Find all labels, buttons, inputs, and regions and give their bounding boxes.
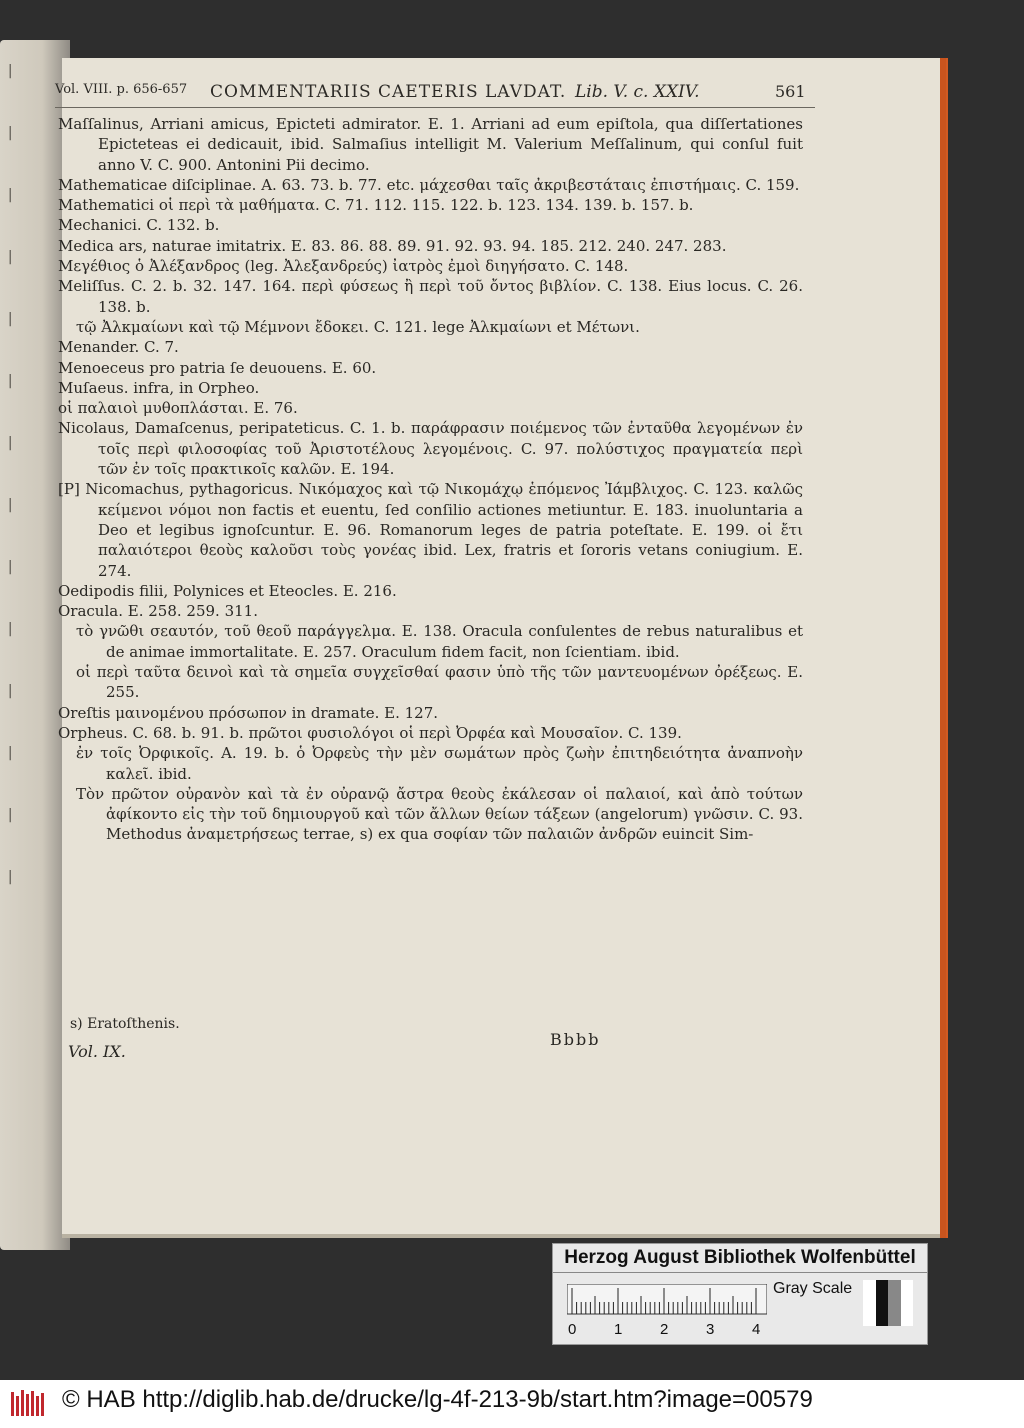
gray-block-gray: [888, 1280, 901, 1326]
index-entry: Τὸν πρῶτον οὐρανὸν καὶ τὰ ἐν οὐρανῷ ἄστρα θεοὺς ἐκάλεσαν οἱ παλαιοί, καὶ ἀπὸ τούτων ἀφίκοντο εἰς τὴν τοῦ δημιουργοῦ καὶ τῶν ἄλλων θείων τάξεων (angelorum) γνῶσιν. C. 93. Methodus ἀναμετρήσεως terrae, s) ex qua σοφίαν τῶν παλαιῶν ἀνδρῶν euincit Sim-: [76, 784, 803, 844]
gray-block-white: [863, 1280, 876, 1326]
index-entry: Oracula. E. 258. 259. 311.: [58, 602, 258, 621]
signature-mark: Bbbb: [550, 1030, 601, 1049]
running-header: [55, 82, 815, 106]
footnote: s) Eratoſthenis.: [70, 1016, 180, 1032]
index-entry: Menander. C. 7.: [58, 338, 179, 357]
index-entry: Maſſalinus, Arriani amicus, Epicteti admirator. E. 1. Arriani ad eum epiſtola, qua diſſertationes Epicteteas ei dedicauit, ibid. Salmaſius intelligit M. Valerium Meſſalinum, qui conſul fuit anno V. C. 900. Antonini Pii decimo.: [58, 115, 803, 174]
header-rule: [55, 107, 815, 108]
header-volume-ref: Vol. VIII. p. 656-657: [55, 82, 188, 97]
library-name: Herzog August Bibliothek Wolfenbüttel: [553, 1244, 927, 1273]
footer-bar: [0, 1380, 1024, 1428]
index-entry: Oreſtis μαινομένου πρόσωπον in dramate. E. 127.: [58, 703, 439, 722]
index-entry: τὸ γνῶθι σεαυτόν, τοῦ θεοῦ παράγγελμα. E. 138. Oracula conſulentes de rebus naturalibus et de animae immortalitate. E. 257. Oraculum fidem facit, non ſcientiam. ibid.: [76, 622, 803, 661]
previous-page-marks: | | | | | | | | | | | | | |: [6, 63, 15, 885]
index-entry: Mathematicae diſciplinae. A. 63. 73. b. 77. etc. μάχεσθαι ταῖς ἀκριβεστάταις ἐπιστήμαις. C. 159.: [58, 175, 800, 194]
index-entries: [58, 114, 803, 845]
page-number: 561: [775, 82, 806, 101]
header-book-chapter: Lib. V. c. XXIV.: [575, 82, 700, 102]
gray-scale-label: Gray Scale: [773, 1280, 853, 1297]
ruler-number: 4: [752, 1321, 761, 1338]
index-entry: Oedipodis filii, Polynices et Eteocles. E. 216.: [58, 581, 397, 600]
scale-ruler: [567, 1284, 767, 1338]
index-entry: Μεγέθιος ὁ Ἀλέξανδρος (leg. Ἀλεξανδρεύς) ἰατρὸς ἐμοὶ διηγήσατο. C. 148.: [58, 257, 629, 276]
index-entry: ἐν τοῖς Ὀρφικοῖς. A. 19. b. ὁ Ὀρφεὺς τὴν μὲν σωμάτων πρὸς ζωὴν ἐπιτηδειότητα ἀναπνοὴν καλεῖ. ibid.: [76, 744, 803, 783]
index-entry: Mechanici. C. 132. b.: [58, 216, 220, 235]
header-title: COMMENTARIIS CAETERIS LAVDAT.: [210, 82, 567, 102]
index-entry: οἱ παλαιοὶ μυθοπλάσται. E. 76.: [58, 399, 298, 418]
index-entry: [P] Nicomachus, pythagoricus. Νικόμαχος καὶ τῷ Νικομάχῳ ἑπόμενος Ἰάμβλιχος. C. 123. καλῶς κείμενοι νόμοι non factis et euentu, ſed conſilio actiones metiuntur. E. 183. inuoluntaria a Deo et legibus ignoſcuntur. E. 96. Romanorum leges de patria poteſtate. E. 199. οἱ ἔτι παλαιότεροι θεοὺς καλοῦσι τοὺς γονέας ibid. Lex, fratris et ſororis vetans coniugium. E. 274.: [58, 480, 803, 580]
gray-block-white-2: [901, 1280, 914, 1326]
ruler-number: 0: [568, 1321, 577, 1338]
index-entry: Nicolaus, Damaſcenus, peripateticus. C. 1. b. παράφρασιν ποιέμενος τῶν ἐνταῦθα λεγομένων ἐν τοῖς περὶ φιλοσοφίας τοῦ Ἀριστοτέλους λεγομένοις. C. 97. πολύστιχος πραγματεία περὶ τῶν ἐν τοῖς πρακτικοῖς καλῶν. E. 194.: [58, 419, 803, 479]
index-entry: Orpheus. C. 68. b. 91. b. πρῶτοι φυσιολόγοι οἱ περὶ Ὀρφέα καὶ Μουσαῖον. C. 139.: [58, 723, 682, 742]
hab-logo-icon: [10, 1388, 48, 1420]
index-entry: Muſaeus. infra, in Orpheo.: [58, 378, 260, 397]
ruler-number: 3: [706, 1321, 715, 1338]
index-entry: Meliſſus. C. 2. b. 32. 147. 164. περὶ φύσεως ἢ περὶ τοῦ ὄντος βιβλίον. C. 138. Eius locus. C. 26. 138. b.: [58, 277, 803, 316]
index-entry: Mathematici οἱ περὶ τὰ μαθήματα. C. 71. 112. 115. 122. b. 123. 134. 139. b. 157. b.: [58, 196, 694, 215]
gray-scale-blocks: [863, 1280, 913, 1326]
volume-mark: Vol. IX.: [68, 1042, 126, 1061]
ruler-number: 1: [614, 1321, 623, 1338]
index-entry: Medica ars, naturae imitatrix. E. 83. 86. 88. 89. 91. 92. 93. 94. 185. 212. 240. 247. 283.: [58, 236, 727, 255]
library-color-label: [552, 1243, 928, 1345]
index-entry: τῷ Ἀλκμαίωνι καὶ τῷ Μέμνονι ἔδοκει. C. 121. lege Ἀλκμαίωνι et Μέτωνι.: [76, 317, 640, 336]
gray-block-black: [876, 1280, 889, 1326]
index-entry: οἱ περὶ ταῦτα δεινοὶ καὶ τὰ σημεῖα συγχεῖσθαί φασιν ὑπὸ τῆς τῶν μαντευομένων ὀρέξεως. E. 255.: [76, 663, 803, 702]
ruler-number: 2: [660, 1321, 669, 1338]
source-url[interactable]: © HAB http://diglib.hab.de/drucke/lg-4f-213-9b/start.htm?image=00579: [62, 1386, 813, 1413]
index-entry: Menoeceus pro patria ſe deuouens. E. 60.: [58, 358, 377, 377]
